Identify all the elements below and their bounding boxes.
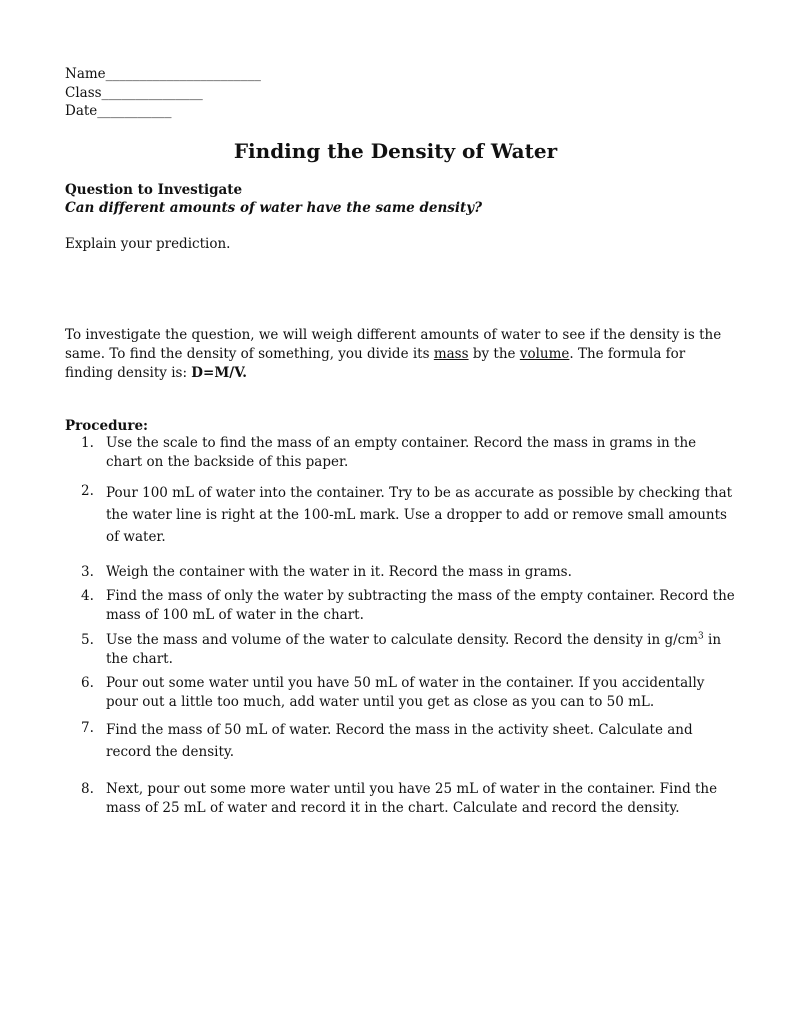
- step-text: [106, 631, 736, 668]
- step-number: 8.: [81, 781, 94, 797]
- step-text: Use the scale to find the mass of an empty container. Record the mass in grams in the chart on the backside of this paper.: [106, 435, 697, 470]
- superscript-3: 3: [698, 631, 704, 642]
- step-number: 1.: [81, 435, 94, 451]
- procedure-heading: Procedure:: [65, 418, 149, 434]
- question-heading: Question to Investigate: [65, 182, 243, 198]
- step-number: 7.: [81, 720, 94, 736]
- prediction-prompt: Explain your prediction.: [65, 236, 231, 252]
- step-text-before: Use the mass and volume of the water to calculate density. Record the density in g/cm: [106, 632, 698, 648]
- intro-text-1: To investigate the question, we will weigh different amounts of water to see if the density is the same. To find the density of something, you divide its: [65, 327, 722, 362]
- step-number: 5.: [81, 632, 94, 648]
- step-text-after: in the chart.: [106, 632, 722, 667]
- density-formula: D=M/V.: [191, 365, 248, 381]
- step-text: Pour 100 mL of water into the container. Try to be as accurate as possible by checking that the water line is right at the 100-mL mark. Use a dropper to add or remove small amounts of water.: [106, 485, 733, 545]
- step-text: Find the mass of 50 mL of water. Record the mass in the activity sheet. Calculate and record the density.: [106, 722, 693, 760]
- intro-text-2: by the: [468, 346, 520, 362]
- step-text: Weigh the container with the water in it. Record the mass in grams.: [106, 564, 572, 580]
- intro-paragraph: [65, 326, 735, 383]
- class-field-label: Class_______________: [65, 85, 203, 101]
- step-number: 4.: [81, 588, 94, 604]
- step-number: 3.: [81, 564, 94, 580]
- step-text: Pour out some water until you have 50 mL of water in the container. If you accidentally pour out a little too much, add water until you get as close as you can to 50 mL.: [106, 675, 705, 710]
- page-title: Finding the Density of Water: [233, 139, 558, 163]
- intro-text-3: . The formula for finding density is:: [65, 346, 686, 381]
- step-text: Next, pour out some more water until you have 25 mL of water in the container. Find the mass of 25 mL of water and record it in the chart. Calculate and record the density.: [106, 781, 718, 816]
- volume-term: volume: [519, 346, 570, 362]
- question-text: Can different amounts of water have the same density?: [65, 200, 483, 216]
- step-number: 6.: [81, 675, 94, 691]
- name-field-label: Name_______________________: [65, 66, 261, 82]
- step-text: Find the mass of only the water by subtracting the mass of the empty container. Record the mass of 100 mL of water in the chart.: [106, 588, 735, 623]
- step-number: 2.: [81, 483, 94, 499]
- date-field-label: Date___________: [65, 103, 172, 119]
- mass-term: mass: [433, 346, 469, 362]
